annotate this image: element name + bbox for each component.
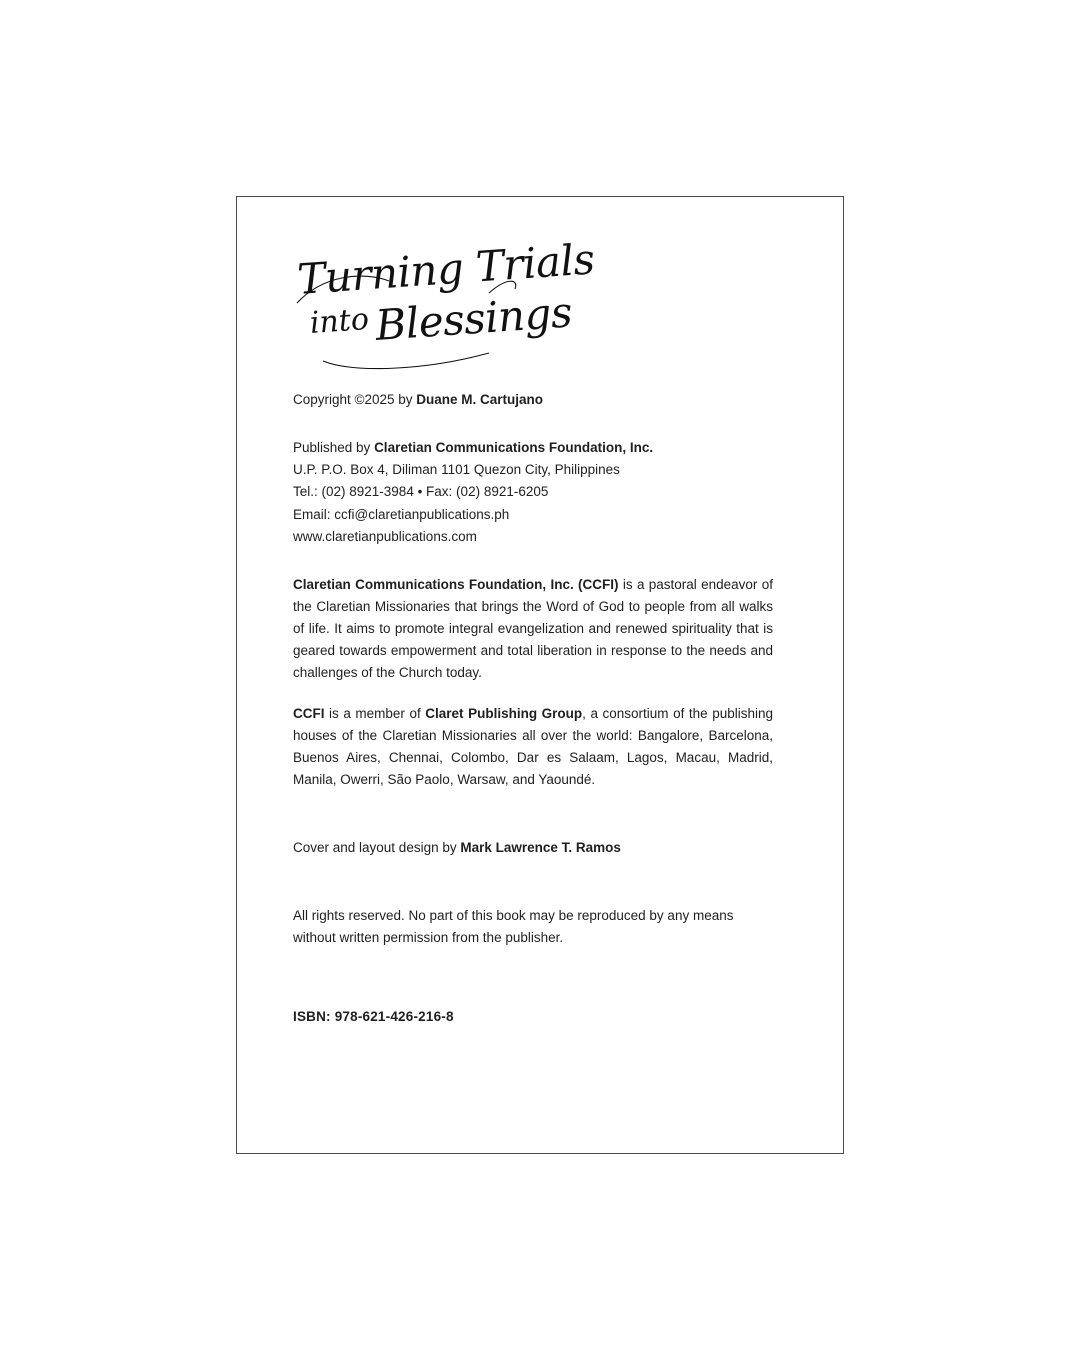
membership-ccfi-label: CCFI — [293, 706, 325, 722]
about-organization-name: Claretian Communications Foundation, Inc. (CCFI) — [293, 577, 619, 593]
membership-mid-text: is a member of — [324, 706, 426, 722]
publisher-name: Claretian Communications Foundation, Inc. — [374, 439, 654, 455]
title-line-2-blessings-text: Blessings — [373, 287, 574, 350]
book-title-logo — [293, 234, 773, 375]
copyright-prefix: Copyright ©2025 by — [293, 392, 417, 407]
title-line-1-text: Turning Trials — [295, 234, 596, 304]
about-organization-paragraph — [293, 574, 773, 683]
copyright-author: Duane M. Cartujano — [416, 392, 544, 407]
publisher-telephone: Tel.: (02) 8921-3984 • Fax: (02) 8921-6205 — [293, 484, 549, 500]
title-line-2-into-text: into — [308, 301, 371, 341]
publisher-address: U.P. P.O. Box 4, Diliman 1101 Quezon City, Philippines — [293, 462, 620, 478]
publisher-email: Email: ccfi@claretianpublications.ph — [293, 506, 510, 522]
design-credit-designer: Mark Lawrence T. Ramos — [460, 839, 621, 855]
published-by-prefix: Published by — [293, 439, 375, 455]
membership-rest-text: , a consortium of the publishing houses of the Claretian Missionaries all over the world: Bangalore, Barcelona, Buenos Aires, Chennai, Colombo, Dar es Salaam, Lagos, Macau, Madrid, Manila, Owerri, São Paolo, Warsaw, and Yaoundé. — [293, 706, 773, 788]
spacer-before-isbn — [293, 969, 773, 1009]
publisher-website[interactable]: www.claretianpublications.com — [293, 528, 477, 544]
membership-group-name: Claret Publishing Group — [425, 706, 583, 722]
membership-paragraph — [293, 703, 773, 790]
copyright-page-sheet — [236, 196, 844, 1154]
rights-reserved-paragraph: All rights reserved. No part of this book may be reproduced by any means without written permission from the publisher. — [293, 907, 734, 945]
design-credit-line — [293, 837, 773, 859]
spacer-before-design-credit — [293, 811, 773, 837]
about-organization-text: is a pastoral endeavor of the Claretian Missionaries that brings the Word of God to people from all walks of life. It aims to promote integral evangelization and renewed spirituality that is geared towards empowerment and total liberation in response to the needs and challenges of the Church today. — [293, 577, 773, 680]
title-line-2-into — [308, 301, 371, 341]
publisher-block — [293, 437, 773, 548]
spacer-before-rights — [293, 879, 773, 905]
isbn-line: ISBN: 978-621-426-216-8 — [293, 1008, 454, 1024]
design-credit-prefix: Cover and layout design by — [293, 839, 461, 855]
title-line-2-blessings — [373, 287, 574, 350]
copyright-line — [293, 389, 773, 411]
published-by-line — [293, 437, 773, 459]
copyright-page-content — [293, 234, 773, 1024]
